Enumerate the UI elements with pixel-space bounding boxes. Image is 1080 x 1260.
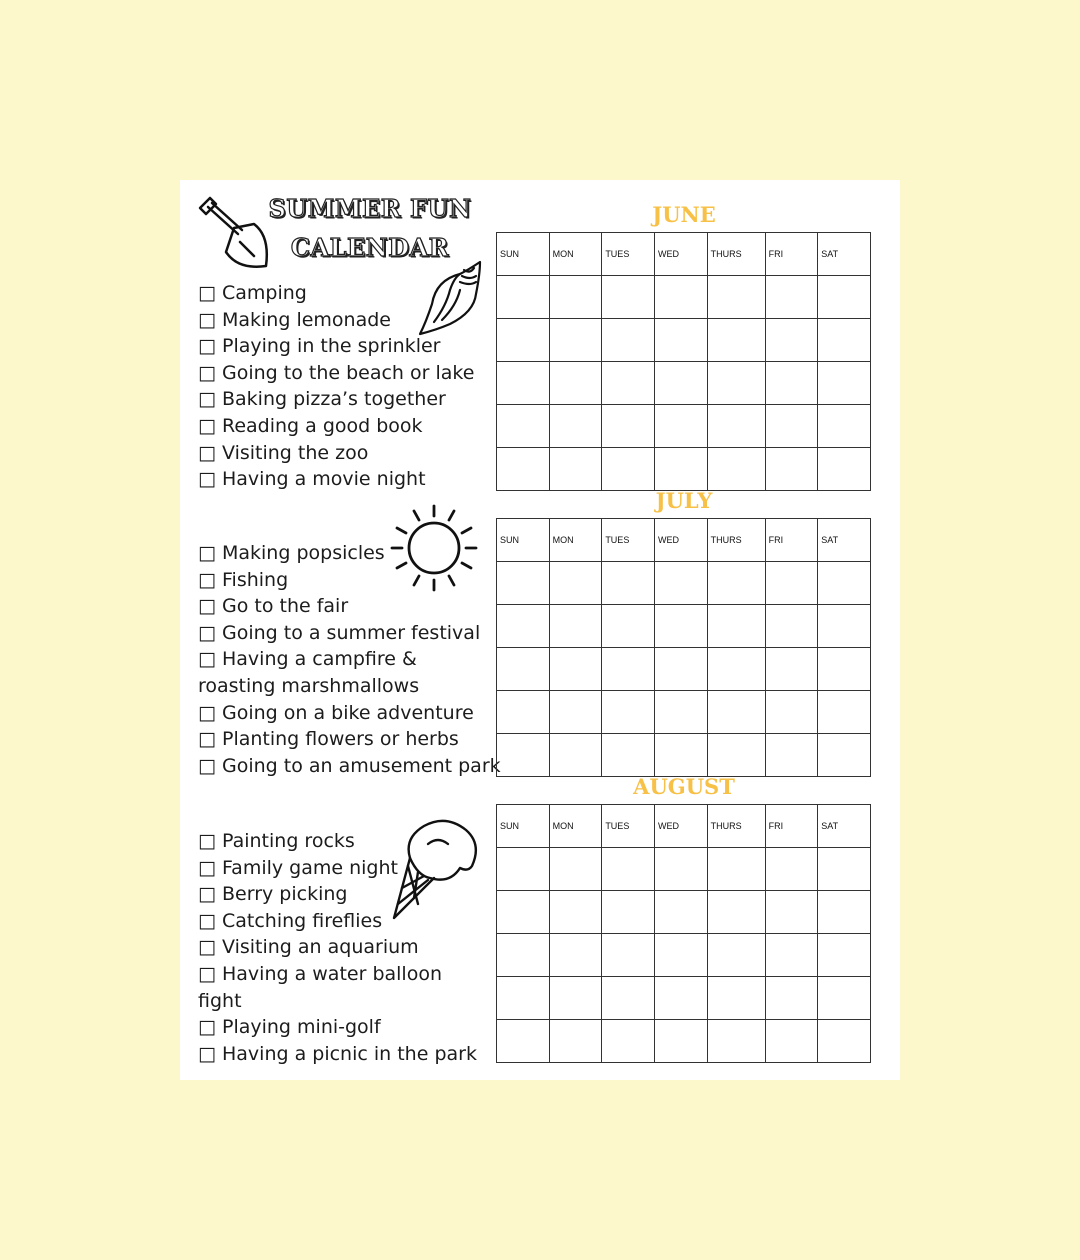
activity-item[interactable]: □ Making lemonade — [198, 308, 391, 331]
weekday-label: WED — [654, 519, 707, 562]
weekday-label: THURS — [707, 233, 765, 276]
day-cell[interactable] — [818, 405, 871, 448]
day-cell[interactable] — [707, 605, 765, 648]
weekday-label: TUES — [602, 519, 655, 562]
weekday-label: SUN — [497, 805, 550, 848]
day-cell[interactable] — [654, 1020, 707, 1063]
week-row — [497, 848, 871, 891]
activity-item-continuation: roasting marshmallows — [198, 674, 420, 697]
day-cell[interactable] — [497, 648, 550, 691]
activity-list-1 — [198, 280, 474, 493]
day-cell[interactable] — [818, 448, 871, 491]
weekday-label: TUES — [602, 805, 655, 848]
activity-item[interactable]: □ Going to a summer festival — [198, 621, 481, 644]
day-cell[interactable] — [765, 648, 818, 691]
weekday-label: MON — [549, 233, 602, 276]
day-cell[interactable] — [818, 648, 871, 691]
activity-item[interactable]: □ Baking pizza’s together — [198, 388, 446, 411]
day-cell[interactable] — [497, 734, 550, 777]
day-cell[interactable] — [818, 562, 871, 605]
day-cell[interactable] — [707, 1020, 765, 1063]
week-row — [497, 319, 871, 362]
activity-item[interactable]: □ Going to the beach or lake — [198, 361, 475, 384]
day-cell[interactable] — [707, 977, 765, 1020]
activity-item[interactable]: □ Painting rocks — [198, 830, 355, 852]
week-row — [497, 1020, 871, 1063]
activity-item[interactable]: □ Having a movie night — [198, 468, 426, 491]
day-cell[interactable] — [765, 448, 818, 491]
weekday-label: THURS — [707, 519, 765, 562]
activity-item[interactable]: □ Camping — [198, 282, 307, 304]
activity-item[interactable]: □ Having a campfire & — [198, 648, 417, 671]
day-cell[interactable] — [549, 605, 602, 648]
june-calendar-grid — [496, 232, 871, 491]
week-row — [497, 734, 871, 777]
day-cell[interactable] — [707, 362, 765, 405]
day-cell[interactable] — [497, 691, 550, 734]
day-cell[interactable] — [765, 891, 818, 934]
activity-item[interactable]: □ Reading a good book — [198, 414, 423, 437]
day-cell[interactable] — [602, 934, 655, 977]
day-cell[interactable] — [818, 276, 871, 319]
day-cell[interactable] — [707, 848, 765, 891]
activity-item[interactable]: □ Planting flowers or herbs — [198, 728, 459, 751]
day-cell[interactable] — [654, 405, 707, 448]
day-cell[interactable] — [602, 562, 655, 605]
day-cell[interactable] — [818, 605, 871, 648]
day-cell[interactable] — [602, 1020, 655, 1063]
day-cell[interactable] — [549, 691, 602, 734]
week-row — [497, 405, 871, 448]
weekday-header-row — [497, 519, 871, 562]
month-title-august: AUGUST — [633, 774, 735, 799]
day-cell[interactable] — [765, 691, 818, 734]
day-cell[interactable] — [654, 319, 707, 362]
day-cell[interactable] — [497, 405, 550, 448]
day-cell[interactable] — [497, 934, 550, 977]
weekday-label: WED — [654, 805, 707, 848]
activity-item[interactable]: □ Playing mini-golf — [198, 1016, 381, 1039]
activity-item[interactable]: □ Fishing — [198, 568, 289, 591]
month-title-july: JULY — [655, 488, 713, 513]
day-cell[interactable] — [765, 934, 818, 977]
day-cell[interactable] — [765, 977, 818, 1020]
day-cell[interactable] — [497, 448, 550, 491]
day-cell[interactable] — [549, 734, 602, 777]
week-row — [497, 934, 871, 977]
day-cell[interactable] — [818, 362, 871, 405]
weekday-label: FRI — [765, 805, 818, 848]
day-cell[interactable] — [654, 562, 707, 605]
day-cell[interactable] — [602, 691, 655, 734]
activity-item[interactable]: □ Visiting an aquarium — [198, 936, 419, 959]
day-cell[interactable] — [707, 734, 765, 777]
weekday-label: SAT — [818, 805, 871, 848]
day-cell[interactable] — [654, 362, 707, 405]
week-row — [497, 448, 871, 491]
title-line-2: CALENDAR — [290, 233, 450, 262]
activity-item[interactable]: □ Making popsicles — [198, 542, 385, 564]
day-cell[interactable] — [549, 891, 602, 934]
activity-item[interactable]: □ Family game night — [198, 856, 398, 879]
day-cell[interactable] — [549, 362, 602, 405]
day-cell[interactable] — [654, 691, 707, 734]
day-cell[interactable] — [654, 934, 707, 977]
weekday-label: MON — [549, 805, 602, 848]
day-cell[interactable] — [818, 1020, 871, 1063]
day-cell[interactable] — [707, 562, 765, 605]
week-row — [497, 977, 871, 1020]
weekday-label: SUN — [497, 519, 550, 562]
day-cell[interactable] — [497, 848, 550, 891]
day-cell[interactable] — [602, 648, 655, 691]
day-cell[interactable] — [654, 448, 707, 491]
day-cell[interactable] — [707, 934, 765, 977]
day-cell[interactable] — [818, 891, 871, 934]
day-cell[interactable] — [497, 977, 550, 1020]
activity-item[interactable]: □ Catching fireflies — [198, 909, 383, 932]
calendar-sheet — [180, 180, 900, 1080]
title-line-1: SUMMER FUN — [268, 194, 472, 223]
week-row — [497, 891, 871, 934]
day-cell[interactable] — [549, 848, 602, 891]
day-cell[interactable] — [549, 448, 602, 491]
activity-item[interactable]: □ Going on a bike adventure — [198, 701, 474, 724]
weekday-header-row — [497, 233, 871, 276]
activity-item[interactable]: □ Playing in the sprinkler — [198, 335, 441, 358]
day-cell[interactable] — [497, 562, 550, 605]
weekday-label: SUN — [497, 233, 550, 276]
day-cell[interactable] — [602, 977, 655, 1020]
day-cell[interactable] — [707, 448, 765, 491]
day-cell[interactable] — [818, 319, 871, 362]
activity-list-3 — [198, 828, 477, 1067]
day-cell[interactable] — [497, 319, 550, 362]
day-cell[interactable] — [707, 691, 765, 734]
calendar-column — [496, 180, 872, 1080]
day-cell[interactable] — [602, 734, 655, 777]
month-title-june: JUNE — [652, 202, 716, 227]
day-cell[interactable] — [549, 319, 602, 362]
day-cell[interactable] — [707, 405, 765, 448]
activity-item[interactable]: □ Visiting the zoo — [198, 441, 369, 464]
week-row — [497, 362, 871, 405]
day-cell[interactable] — [602, 891, 655, 934]
day-cell[interactable] — [549, 1020, 602, 1063]
august-calendar-grid — [496, 804, 871, 1063]
week-row — [497, 562, 871, 605]
weekday-label: THURS — [707, 805, 765, 848]
day-cell[interactable] — [602, 448, 655, 491]
day-cell[interactable] — [549, 276, 602, 319]
activity-item[interactable]: □ Going to an amusement park — [198, 754, 501, 777]
day-cell[interactable] — [654, 605, 707, 648]
day-cell[interactable] — [818, 734, 871, 777]
day-cell[interactable] — [549, 977, 602, 1020]
weekday-label: FRI — [765, 519, 818, 562]
day-cell[interactable] — [654, 276, 707, 319]
week-row — [497, 605, 871, 648]
day-cell[interactable] — [818, 977, 871, 1020]
day-cell[interactable] — [818, 691, 871, 734]
day-cell[interactable] — [497, 362, 550, 405]
day-cell[interactable] — [602, 319, 655, 362]
day-cell[interactable] — [654, 848, 707, 891]
week-row — [497, 276, 871, 319]
activity-item[interactable]: □ Go to the fair — [198, 595, 349, 618]
activity-item[interactable]: □ Berry picking — [198, 883, 348, 906]
july-calendar-grid — [496, 518, 871, 777]
weekday-label: SAT — [818, 519, 871, 562]
day-cell[interactable] — [602, 605, 655, 648]
day-cell[interactable] — [707, 891, 765, 934]
day-cell[interactable] — [654, 891, 707, 934]
day-cell[interactable] — [818, 848, 871, 891]
activity-list-2 — [198, 540, 501, 779]
day-cell[interactable] — [497, 605, 550, 648]
day-cell[interactable] — [765, 1020, 818, 1063]
day-cell[interactable] — [549, 648, 602, 691]
activity-item-continuation: fight — [198, 989, 242, 1012]
weekday-label: SAT — [818, 233, 871, 276]
day-cell[interactable] — [765, 562, 818, 605]
day-cell[interactable] — [765, 362, 818, 405]
day-cell[interactable] — [707, 319, 765, 362]
weekday-header-row — [497, 805, 871, 848]
day-cell[interactable] — [707, 648, 765, 691]
week-row — [497, 648, 871, 691]
day-cell[interactable] — [654, 648, 707, 691]
activity-item[interactable]: □ Having a water balloon — [198, 962, 442, 985]
day-cell[interactable] — [765, 734, 818, 777]
day-cell[interactable] — [602, 848, 655, 891]
weekday-label: MON — [549, 519, 602, 562]
weekday-label: WED — [654, 233, 707, 276]
day-cell[interactable] — [549, 562, 602, 605]
day-cell[interactable] — [549, 405, 602, 448]
week-row — [497, 691, 871, 734]
day-cell[interactable] — [654, 734, 707, 777]
day-cell[interactable] — [707, 276, 765, 319]
weekday-label: TUES — [602, 233, 655, 276]
day-cell[interactable] — [818, 934, 871, 977]
day-cell[interactable] — [765, 848, 818, 891]
day-cell[interactable] — [497, 276, 550, 319]
day-cell[interactable] — [602, 405, 655, 448]
day-cell[interactable] — [654, 977, 707, 1020]
day-cell[interactable] — [602, 276, 655, 319]
weekday-label: FRI — [765, 233, 818, 276]
day-cell[interactable] — [765, 276, 818, 319]
day-cell[interactable] — [497, 891, 550, 934]
day-cell[interactable] — [497, 1020, 550, 1063]
day-cell[interactable] — [602, 362, 655, 405]
day-cell[interactable] — [765, 605, 818, 648]
activity-item[interactable]: □ Having a picnic in the park — [198, 1042, 477, 1065]
day-cell[interactable] — [765, 319, 818, 362]
day-cell[interactable] — [549, 934, 602, 977]
day-cell[interactable] — [765, 405, 818, 448]
